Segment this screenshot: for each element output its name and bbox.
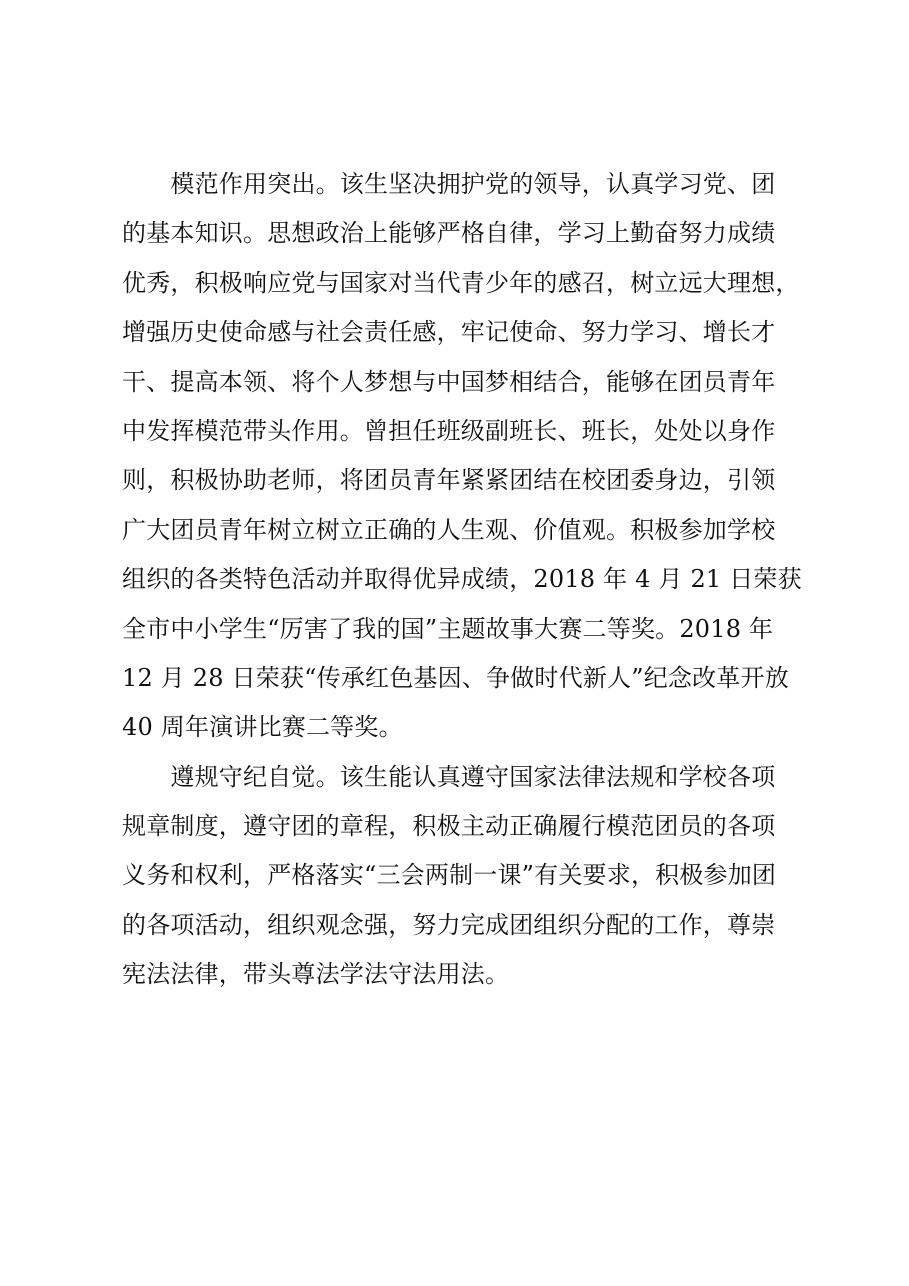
text-line: 40 周年演讲比赛二等奖。 (122, 713, 403, 742)
text-line: 组织的各类特色活动并取得优异成绩，2018 年 4 月 21 日荣获 (122, 565, 802, 594)
text-line: 遵规守纪自觉。该生能认真遵守国家法律法规和学校各项 (122, 762, 776, 791)
text-line: 全市中小学生“厉害了我的国”主题故事大赛二等奖。2018 年 (122, 614, 774, 643)
text-line: 12 月 28 日荣获“传承红色基因、争做时代新人”纪念改革开放 (122, 663, 789, 692)
text-line: 则，积极协助老师，将团员青年紧紧团结在校团委身边，引领 (122, 466, 776, 495)
paragraph-discipline (122, 753, 802, 1000)
text-line: 宪法法律，带头尊法学法守法用法。 (122, 960, 510, 989)
text-line: 广大团员青年树立树立正确的人生观、价值观。积极参加学校 (122, 515, 776, 544)
text-line: 增强历史使命感与社会责任感，牢记使命、努力学习、增长才 (122, 318, 776, 347)
text-line: 干、提高本领、将个人梦想与中国梦相结合，能够在团员青年 (122, 367, 776, 396)
text-line: 的各项活动，组织观念强，努力完成团组织分配的工作，尊崇 (122, 910, 776, 939)
paragraph-exemplary-role (122, 160, 802, 753)
text-line: 优秀，积极响应党与国家对当代青少年的感召，树立远大理想， (122, 268, 800, 297)
document-body (122, 160, 802, 1000)
text-line: 的基本知识。思想政治上能够严格自律，学习上勤奋努力成绩 (122, 219, 776, 248)
text-line: 规章制度，遵守团的章程，积极主动正确履行模范团员的各项 (122, 812, 776, 841)
text-line: 中发挥模范带头作用。曾担任班级副班长、班长，处处以身作 (122, 416, 776, 445)
text-line: 义务和权利，严格落实“三会两制一课”有关要求，积极参加团 (122, 861, 777, 890)
text-line: 模范作用突出。该生坚决拥护党的领导，认真学习党、团 (122, 170, 776, 198)
